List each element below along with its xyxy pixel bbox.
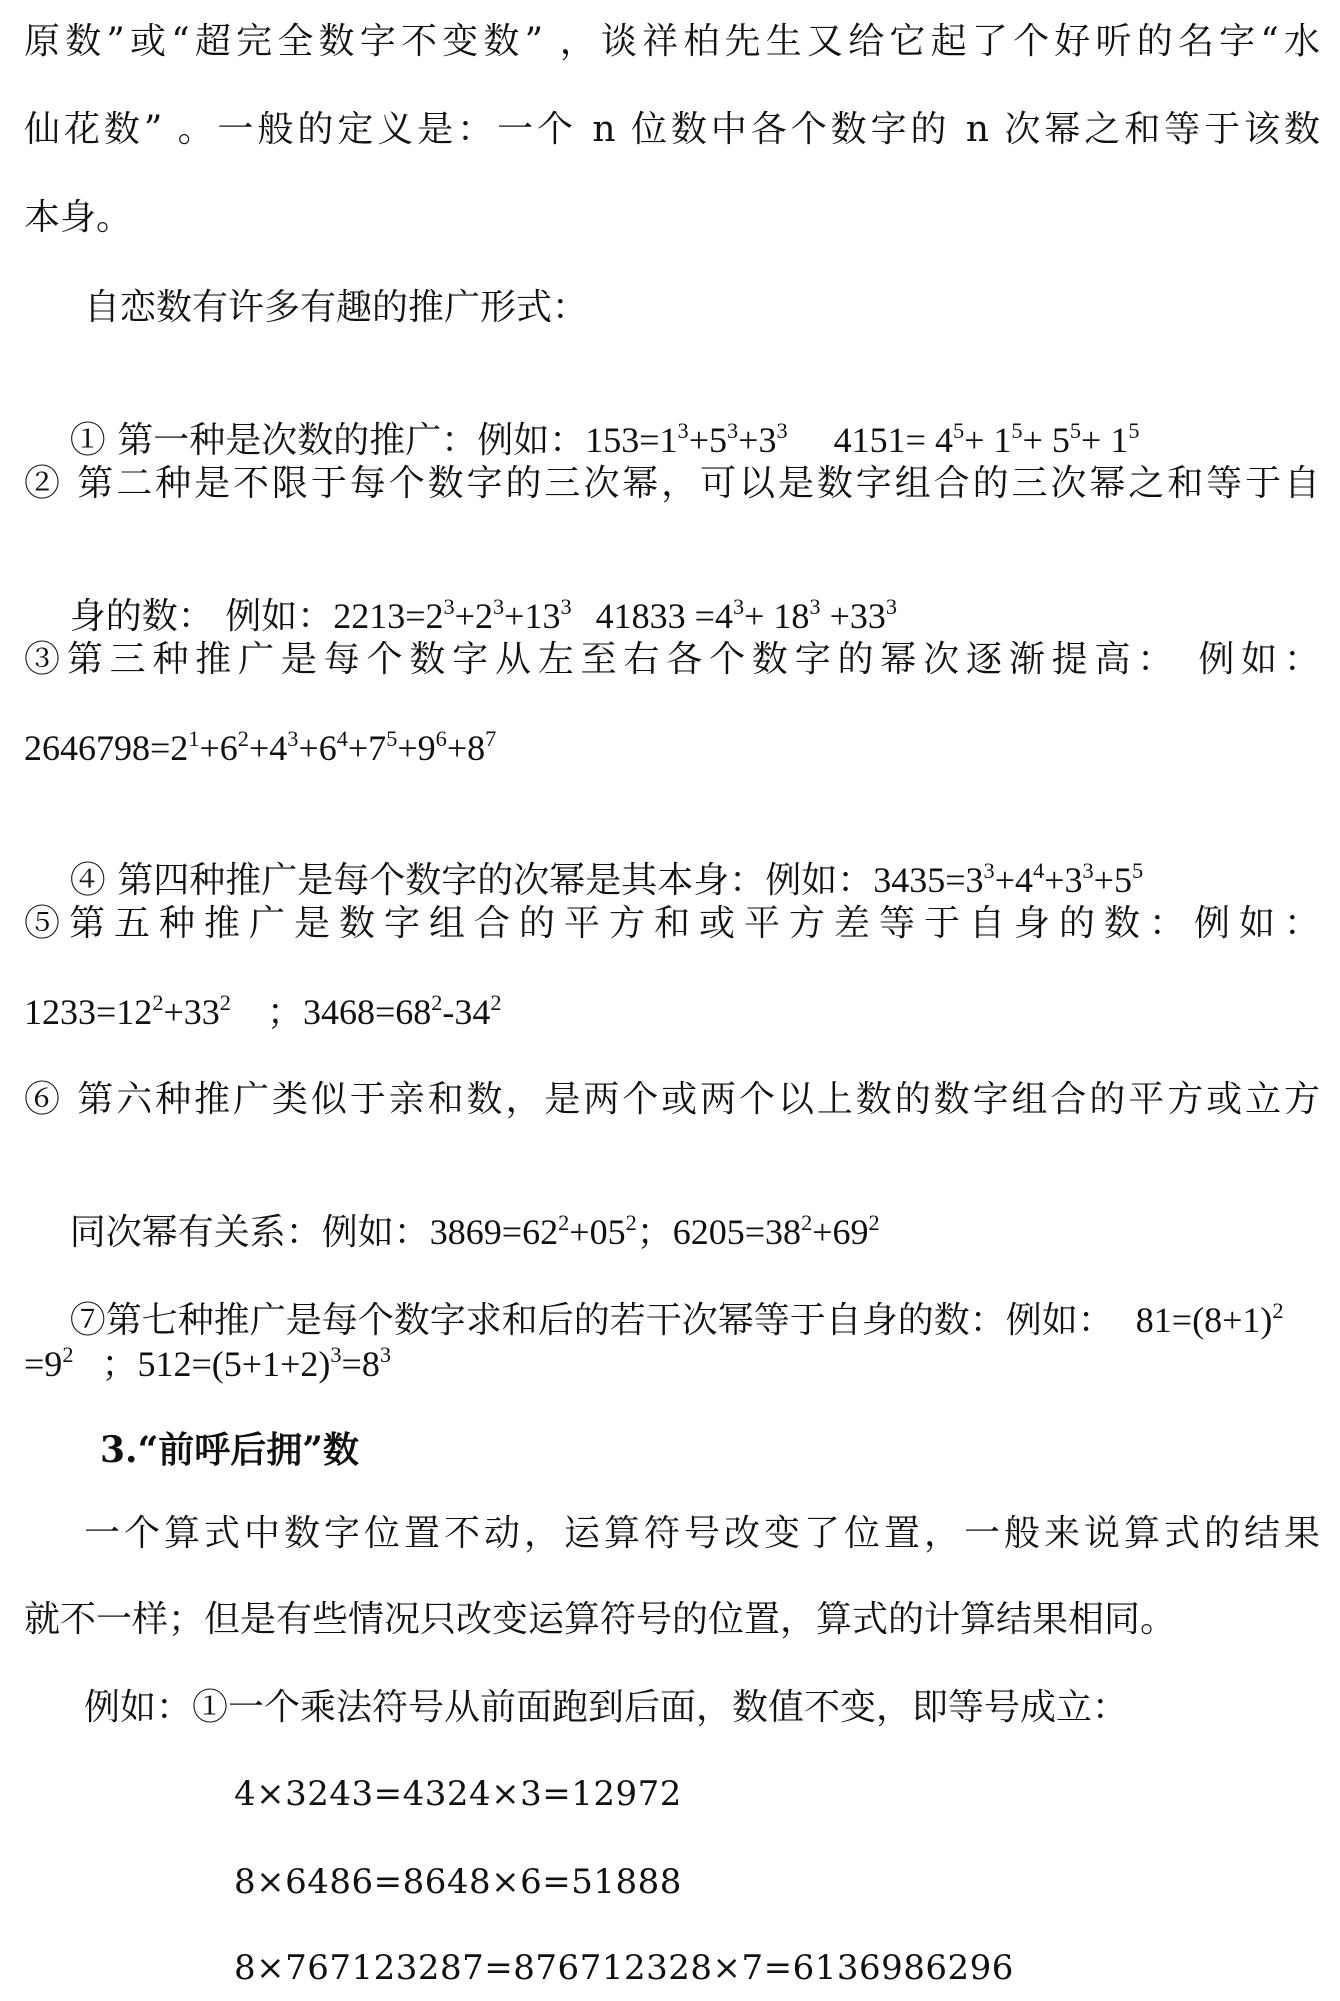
item-2-example-1 xyxy=(333,596,571,636)
math-text: +9 xyxy=(397,728,436,768)
math-text: =9 xyxy=(24,1344,63,1384)
exponent: 2 xyxy=(801,1210,813,1236)
section-3-para-line-1: 一个算式中数字位置不动，运算符号改变了位置，一般来说算式的结果 xyxy=(84,1513,1320,1554)
math-text: + 1 xyxy=(1081,420,1129,460)
math-text: -34 xyxy=(442,992,491,1032)
exponent: 3 xyxy=(776,418,788,444)
section-3-example-intro: 例如：①一个乘法符号从前面跑到后面，数值不变，即等号成立： xyxy=(84,1687,1129,1728)
exponent: 5 xyxy=(1128,418,1140,444)
item-1-text: ① 第一种是次数的推广：例如： xyxy=(69,420,586,461)
math-text: 3468=68 xyxy=(302,992,432,1032)
exponent: 5 xyxy=(1011,418,1023,444)
item-7-example-1a xyxy=(1136,1300,1284,1340)
item-2-line-1: ② 第二种是不限于每个数字的三次幂，可以是数字组合的三次幂之和等于自 xyxy=(24,463,1320,504)
exponent: 3 xyxy=(560,594,572,620)
equation-2: 8×6486=8648×6=51888 xyxy=(234,1862,682,1902)
math-text: 2646798=2 xyxy=(24,728,189,768)
exponent: 3 xyxy=(330,1342,342,1368)
exponent: 3 xyxy=(732,594,745,620)
exponent: 2 xyxy=(1272,1298,1284,1324)
equation-1: 4×3243=4324×3=12972 xyxy=(234,1774,682,1814)
equation-3: 8×767123287=876712328×7=6136986296 xyxy=(234,1948,1014,1988)
exponent: 3 xyxy=(727,418,739,444)
exponent: 3 xyxy=(677,418,689,444)
item-6-example-1 xyxy=(430,1212,637,1252)
math-text: 41833 =4 xyxy=(595,596,733,636)
math-text: +7 xyxy=(347,728,387,768)
item-5-example-2 xyxy=(303,992,502,1032)
item-3-line-1: ③第三种推广是每个数字从左至右各个数字的幂次逐渐提高： 例如： xyxy=(24,639,1320,680)
math-text: +3 xyxy=(1044,860,1083,900)
exponent: 2 xyxy=(625,1210,637,1236)
exponent: 3 xyxy=(1082,858,1094,884)
exponent: 3 xyxy=(885,594,898,620)
exponent: 5 xyxy=(386,726,398,752)
math-text: +13 xyxy=(504,596,561,636)
separator: ； xyxy=(101,1344,138,1384)
math-text: 2213=2 xyxy=(333,596,444,636)
section-3-heading: 3.“前呼后拥”数 xyxy=(100,1429,359,1471)
math-text: 81=(8+1) xyxy=(1135,1300,1273,1340)
item-6-label: 同次幂有关系：例如： xyxy=(69,1212,430,1253)
math-text: 512=(5+1+2) xyxy=(137,1344,331,1384)
exponent: 3 xyxy=(287,726,299,752)
exponent: 2 xyxy=(152,990,164,1016)
math-text: 1233=12 xyxy=(24,992,153,1032)
math-text: +6 xyxy=(298,728,337,768)
math-text: =8 xyxy=(341,1344,380,1384)
exponent: 4 xyxy=(336,726,348,752)
item-1-example-1 xyxy=(585,420,787,460)
exponent: 2 xyxy=(868,1210,880,1236)
item-4-text: ④ 第四种推广是每个数字的次幂是其本身：例如： xyxy=(69,860,874,901)
exponent: 5 xyxy=(1069,418,1082,444)
item-3-example xyxy=(24,726,496,770)
math-text: +33 xyxy=(163,992,220,1032)
item-7-line-2 xyxy=(24,1342,391,1386)
exponent: 3 xyxy=(443,594,455,620)
math-text: + 1 xyxy=(964,420,1012,460)
math-text: 153=1 xyxy=(585,420,678,460)
exponent: 3 xyxy=(983,858,995,884)
math-text: +4 xyxy=(248,728,288,768)
separator: ； xyxy=(636,1212,673,1253)
item-6-line-1: ⑥ 第六种推广类似于亲和数，是两个或两个以上数的数字组合的平方或立方 xyxy=(24,1079,1320,1120)
math-text: +3 xyxy=(738,420,777,460)
intro-line-2: 仙花数” 。一般的定义是：一个 n 位数中各个数字的 n 次幂之和等于该数 xyxy=(24,109,1320,150)
exponent: 1 xyxy=(188,726,200,752)
exponent: 3 xyxy=(493,594,505,620)
item-7-text: ⑦第七种推广是每个数字求和后的若干次幂等于自身的数：例如： xyxy=(69,1300,1114,1341)
item-6-example-2 xyxy=(673,1212,880,1252)
math-text: +4 xyxy=(994,860,1034,900)
exponent: 2 xyxy=(237,726,249,752)
math-text: +8 xyxy=(446,728,486,768)
exponent: 2 xyxy=(62,1342,74,1368)
generalizations-intro: 自恋数有许多有趣的推广形式： xyxy=(84,287,589,328)
exponent: 2 xyxy=(558,1210,570,1236)
exponent: 2 xyxy=(490,990,502,1016)
exponent: 6 xyxy=(435,726,447,752)
math-text: 6205=38 xyxy=(672,1212,802,1252)
math-text: 3869=62 xyxy=(429,1212,559,1252)
math-text: +2 xyxy=(454,596,494,636)
item-4-example xyxy=(873,860,1143,900)
math-text: +5 xyxy=(1093,860,1132,900)
item-1-example-2 xyxy=(834,420,1140,460)
item-7-example-2 xyxy=(137,1344,391,1384)
exponent: 2 xyxy=(219,990,231,1016)
exponent: 5 xyxy=(952,418,965,444)
item-5-examples xyxy=(24,990,502,1034)
item-7-example-1b xyxy=(24,1344,73,1384)
item-2-label: 身的数： 例如： xyxy=(69,596,334,637)
section-3-para-line-2: 就不一样；但是有些情况只改变运算符号的位置，算式的计算结果相同。 xyxy=(24,1599,1177,1640)
exponent: 3 xyxy=(809,594,821,620)
math-text: +05 xyxy=(569,1212,626,1252)
exponent: 7 xyxy=(485,726,497,752)
math-text: 4151= 4 xyxy=(833,420,953,460)
exponent: 2 xyxy=(431,990,443,1016)
math-text: +69 xyxy=(812,1212,869,1252)
math-text: 3435=3 xyxy=(873,860,984,900)
intro-line-1: 原数”或“超完全数字不变数” ，谈祥柏先生又给它起了个好听的名字“水 xyxy=(24,21,1320,62)
math-text: +6 xyxy=(199,728,238,768)
item-2-example-2 xyxy=(596,596,897,636)
exponent: 3 xyxy=(379,1342,391,1368)
item-5-example-1 xyxy=(24,992,231,1032)
separator: ； xyxy=(266,992,303,1032)
exponent: 5 xyxy=(1131,858,1144,884)
math-text: + 5 xyxy=(1022,420,1070,460)
intro-line-3: 本身。 xyxy=(24,197,133,238)
math-text: + 18 xyxy=(744,596,810,636)
math-text: +5 xyxy=(688,420,728,460)
exponent: 4 xyxy=(1033,858,1045,884)
item-5-line-1: ⑤第五种推广是数字组合的平方和或平方差等于自身的数：例如： xyxy=(24,903,1320,944)
math-text: +33 xyxy=(820,596,886,636)
